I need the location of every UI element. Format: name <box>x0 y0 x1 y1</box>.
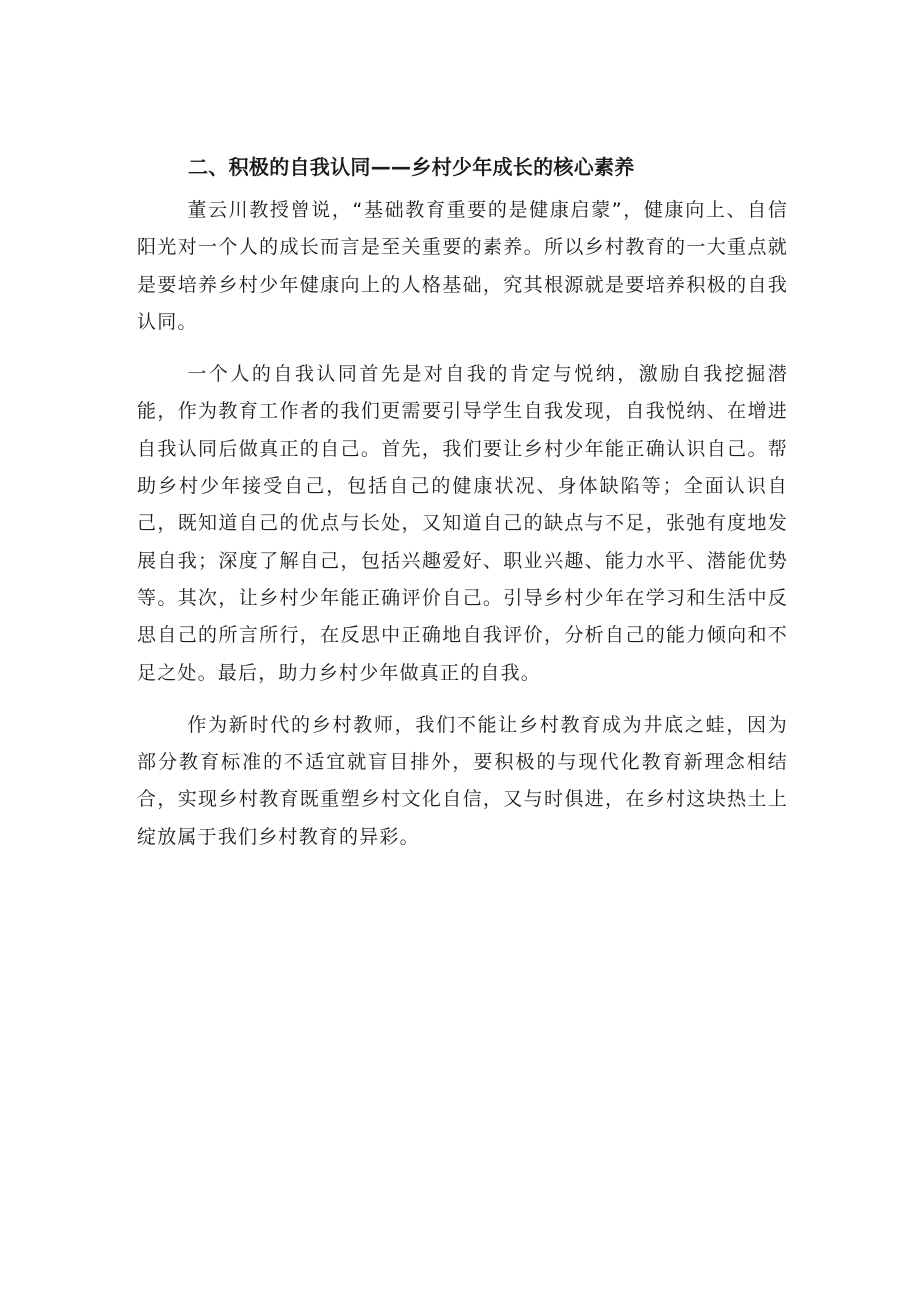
paragraph-1: 董云川教授曾说，“基础教育重要的是健康启蒙”，健康向上、自信阳光对一个人的成长而言是至关重要的素养。所以乡村教育的一大重点就是要培养乡村少年健康向上的人格基础，究其根源就是要培养积极的自我认同。 <box>137 199 788 333</box>
document-page <box>137 152 788 871</box>
paragraph-3: 作为新时代的乡村教师，我们不能让乡村教育成为井底之蛙，因为部分教育标准的不适宜就盲目排外，要积极的与现代化教育新理念相结合，实现乡村教育既重塑乡村文化自信，又与时俱进，在乡村这块热土上绽放属于我们乡村教育的异彩。 <box>137 713 788 848</box>
paragraph-2: 一个人的自我认同首先是对自我的肯定与悦纳，激励自我挖掘潜能，作为教育工作者的我们更需要引导学生自我发现，自我悦纳、在增进自我认同后做真正的自己。首先，我们要让乡村少年能正确认识自己。帮助乡村少年接受自己，包括自己的健康状况、身体缺陷等；全面认识自己，既知道自己的优点与长处，又知道自己的缺点与不足，张弛有度地发展自我；深度了解自己，包括兴趣爱好、职业兴趣、能力水平、潜能优势等。其次，让乡村少年能正确评价自己。引导乡村少年在学习和生活中反思自己的所言所行，在反思中正确地自我评价，分析自己的能力倾向和不足之处。最后，助力乡村少年做真正的自我。 <box>137 363 788 684</box>
section-heading: 二、积极的自我认同——乡村少年成长的核心素养 <box>188 155 635 179</box>
